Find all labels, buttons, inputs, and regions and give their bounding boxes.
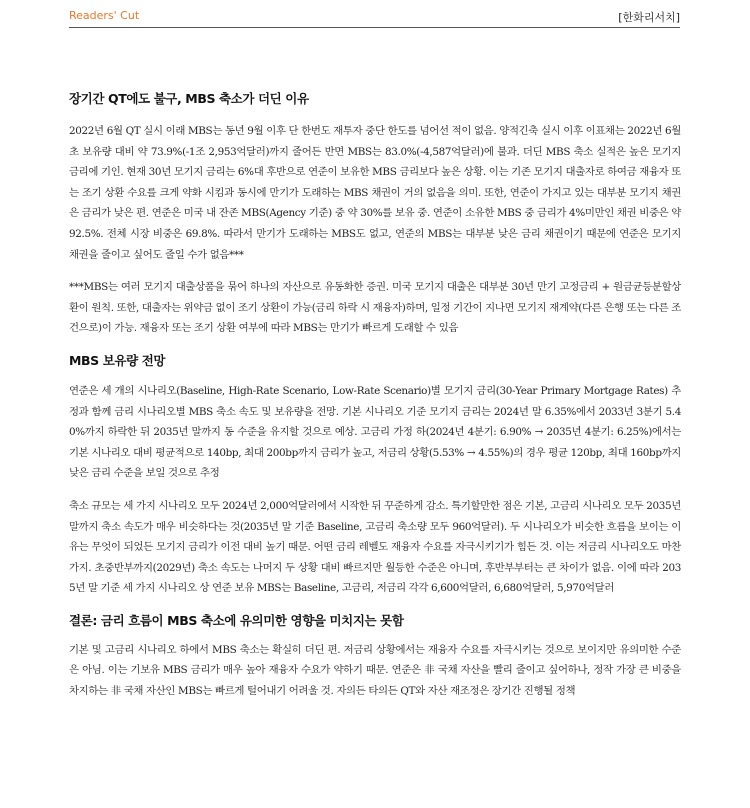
paragraph-mbs-footnote: ***MBS는 여러 모기지 대출상품을 묶어 하나의 자산으로 유동화한 증권. 미국 모기지 대출은 대부분 30년 만기 고정금리 + 원금균등분할상환이 원칙. 또한, 대출자는 위약금 없이 조기 상환이 가능(금리 하락 시 재융자)하며, 일정 기간이 지나면 모기지 재계약(다른 은행 또는 다른 조건으로)이 가능. 재융자 또는 조기 상환 여부에 따라 MBS는 만기가 빠르게 도래할 수 있음: [69, 281, 681, 335]
paragraph-reduction-scale: 축소 규모는 세 가지 시나리오 모두 2024년 2,000억달러에서 시작한 뒤 꾸준하게 감소. 특기할만한 점은 기본, 고금리 시나리오 모두 2035년 말까지 축소 속도가 매우 비슷하다는 것(2035년 말 기준 Baseline, 고금리 축소량 모두 960억달러). 두 시나리오가 비슷한 흐름을 보이는 이유는 무엇이 되었든 모기지 금리가 이전 대비 높기 때문. 어떤 금리 레벨도 재융자 수요를 자극시키기가 힘든 것. 이는 저금리 시나리오도 마찬가지. 초중반부까지(2029년) 축소 속도는 나머지 두 상황 대비 빠르지만 월등한 수준은 아니며, 후반부부터는 큰 차이가 없음. 이에 따라 2035년 말 기준 세 가지 시나리오 상 연준 보유 MBS는 Baseline, 고금리, 저금리 각각 6,600억달러, 6,680억달러, 5,970억달러: [69, 499, 681, 595]
paragraph-scenarios: 연준은 세 개의 시나리오(Baseline, High-Rate Scenario, Low-Rate Scenario)별 모기지 금리(30-Year Primary Mortgage Rates) 추정과 함께 금리 시나리오별 MBS 축소 속도 및 보유량을 전망. 기본 시나리오 기준 모기지 금리는 2024년 말 6.35%에서 2033년 3분기 5.40%까지 하락한 뒤 2035년 말까지 동 수준을 유지할 것으로 예상. 고금리 가정 하(2024년 4분기: 6.90% → 2035년 4분기: 6.25%)에서는 기본 시나리오 대비 평균적으로 140bp, 최대 200bp까지 금리가 높고, 저금리 상황(5.53% → 4.55%)의 경우 평균 120bp, 최대 160bp까지 낮은 금리 수준을 보일 것으로 추정: [69, 384, 681, 480]
paragraph-conclusion: 기본 및 고금리 시나리오 하에서 MBS 축소는 확실히 더딘 편. 저금리 상황에서는 재융자 수요를 자극시키는 것으로 보이지만 유의미한 수준은 아님. 이는 기보유 MBS 금리가 매우 높아 재융자 수요가 약하기 때문. 연준은 非 국채 자산을 빨리 줄이고 싶어하나, 정작 가장 큰 비중을 차지하는 非 국채 자산인 MBS는 빠르게 털어내기 어려울 것. 자의든 타의든 QT와 자산 재조정은 장기간 진행될 정책: [69, 643, 681, 698]
section-title-qt-mbs: 장기간 QT에도 불구, MBS 축소가 더딘 이유: [69, 91, 309, 106]
paragraph-mbs-reduction: 2022년 6월 QT 실시 이래 MBS는 동년 9월 이후 단 한번도 재투자 중단 한도를 넘어선 적이 없음. 양적긴축 실시 이후 이표채는 2022년 6월 초 보유량 대비 약 73.9%(-1조 2,953억달러)까지 줄어든 반면 MBS는 83.0%(-4,587억달러)에 불과. 더딘 MBS 축소 실적은 높은 모기지 금리에 기인. 현재 30년 모기지 금리는 6%대 후반으로 연준이 보유한 MBS 금리보다 높은 상황. 이는 기존 모기지 대출자로 하여금 재융자 또는 조기 상환 수요를 크게 약화 시킴과 동시에 만기가 도래하는 MBS 채권이 거의 없음을 의미. 또한, 연준이 가지고 있는 대부분 모기지 채권은 금리가 낮은 편. 연준은 미국 내 잔존 MBS(Agency 기준) 중 약 30%를 보유 중. 연준이 소유한 MBS 중 금리가 4%미만인 채권 비중은 약 92.5%. 전체 시장 비중은 69.8%. 따라서 만기가 도래하는 MBS도 없고, 연준의 MBS는 대부분 낮은 금리 채권이기 때문에 연준은 모기지 채권을 줄이고 싶어도 줄일 수가 없음***: [69, 125, 681, 261]
report-body: [69, 89, 681, 702]
brand-label: Readers' Cut: [69, 9, 140, 22]
page-header: [69, 8, 680, 28]
section-title-conclusion: 결론: 금리 흐름이 MBS 축소에 유의미한 영향을 미치지는 못함: [69, 612, 404, 628]
company-label: [한화리서치]: [618, 11, 680, 24]
section-title-mbs-outlook: MBS 보유량 전망: [69, 352, 166, 368]
